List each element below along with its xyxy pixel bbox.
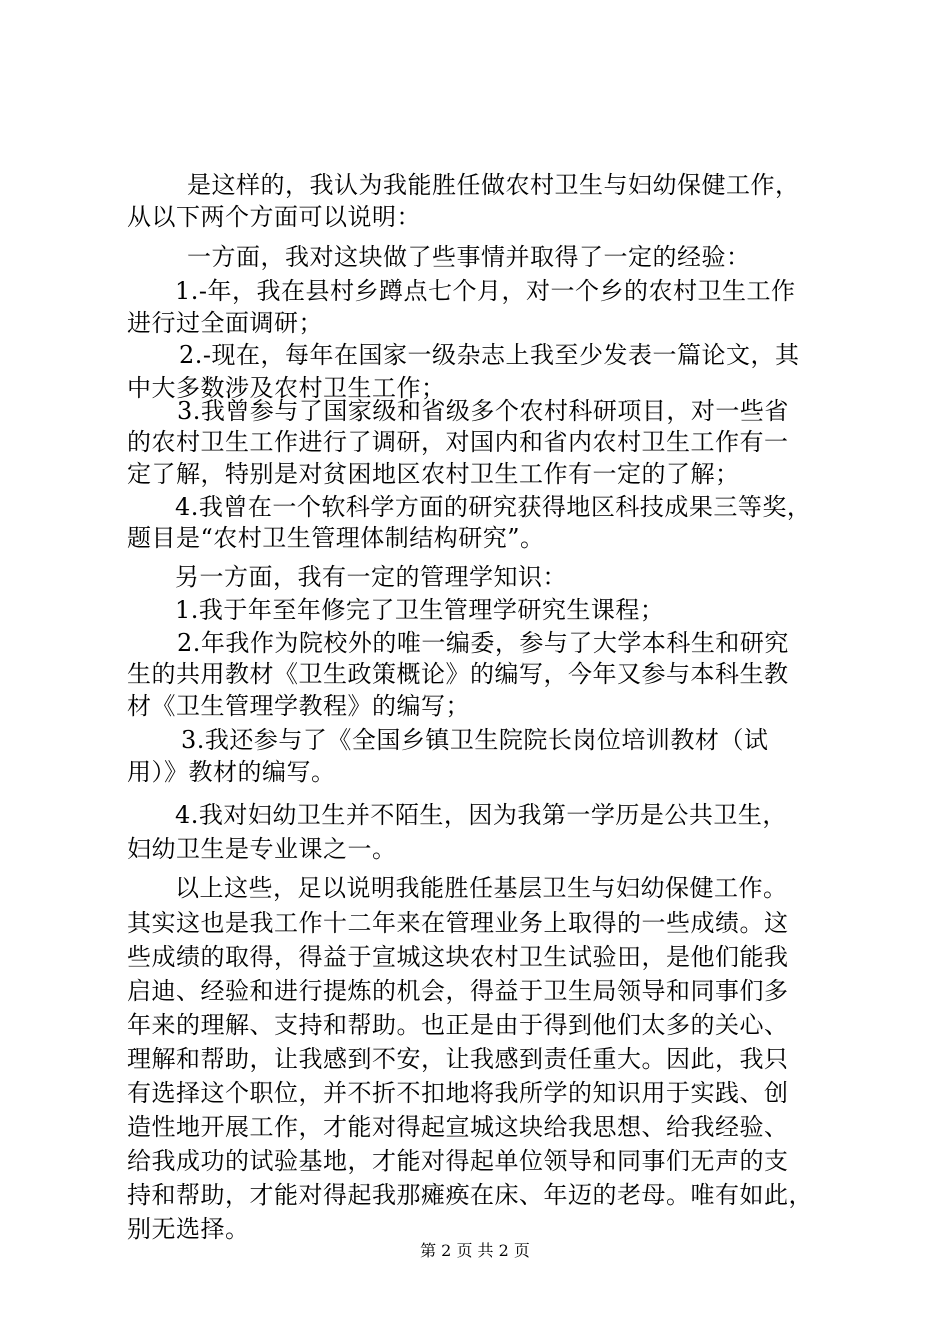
paragraph-line: 4.我对妇幼卫生并不陌生，因为我第一学历是公共卫生， [175,801,787,829]
paragraph-line: 些成绩的取得，得益于宣城这块农村卫生试验田，是他们能我 [127,943,789,971]
paragraph-line: 别无选择。 [127,1215,250,1243]
paragraph-line: 以上这些，足以说明我能胜任基层卫生与妇幼保健工作。 [175,874,788,902]
paragraph-line: 有选择这个职位，并不折不扣地将我所学的知识用于实践、创 [127,1079,789,1107]
paragraph-line: 持和帮助，才能对得起我那瘫痪在床、年迈的老母。唯有如此， [127,1181,813,1209]
paragraph-line: 理解和帮助，让我感到不安，让我感到责任重大。因此，我只 [127,1045,789,1073]
paragraph-line: 年来的理解、支持和帮助。也正是由于得到他们太多的关心、 [127,1011,789,1039]
paragraph-line: 是这样的，我认为我能胜任做农村卫生与妇幼保健工作， [187,171,800,199]
paragraph-line: 另一方面，我有一定的管理学知识： [175,563,567,591]
paragraph-line: 生的共用教材《卫生政策概论》的编写，今年又参与本科生教 [127,660,789,688]
paragraph-line: 题目是“农村卫生管理体制结构研究”。 [127,524,545,552]
paragraph-line: 用）》教材的编写。 [127,758,336,786]
paragraph-line: 3.我还参与了《全国乡镇卫生院院长岗位培训教材（试 [181,726,769,754]
paragraph-line: 进行过全面调研； [127,309,323,337]
page-number-footer: 第 2 页 共 2 页 [420,1241,530,1260]
paragraph-line: 中大多数涉及农村卫生工作； [127,374,446,402]
paragraph-line: 给我成功的试验基地，才能对得起单位领导和同事们无声的支 [127,1147,789,1175]
paragraph-line: 1.我于年至年修完了卫生管理学研究生课程； [175,596,665,624]
paragraph-line: 2.-现在，每年在国家一级杂志上我至少发表一篇论文，其 [179,341,800,369]
paragraph-line: 2.年我作为院校外的唯一编委，参与了大学本科生和研究 [177,629,789,657]
paragraph-line: 4.我曾在一个软科学方面的研究获得地区科技成果三等奖， [175,493,812,521]
paragraph-line: 从以下两个方面可以说明： [127,203,421,231]
paragraph-line: 其实这也是我工作十二年来在管理业务上取得的一些成绩。这 [127,909,789,937]
paragraph-line: 的农村卫生工作进行了调研，对国内和省内农村卫生工作有一 [127,428,789,456]
paragraph-line: 造性地开展工作，才能对得起宣城这块给我思想、给我经验、 [127,1113,789,1141]
paragraph-line: 一方面，我对这块做了些事情并取得了一定的经验： [187,243,751,271]
paragraph-line: 定了解，特别是对贫困地区农村卫生工作有一定的了解； [127,460,740,488]
paragraph-line: 启迪、经验和进行提炼的机会，得益于卫生局领导和同事们多 [127,977,789,1005]
paragraph-line: 3.我曾参与了国家级和省级多个农村科研项目，对一些省 [177,397,789,425]
paragraph-line: 材《卫生管理学教程》的编写； [127,692,470,720]
paragraph-line: 妇幼卫生是专业课之一。 [127,835,397,863]
paragraph-line: 1.-年，我在县村乡蹲点七个月，对一个乡的农村卫生工作 [175,277,796,305]
